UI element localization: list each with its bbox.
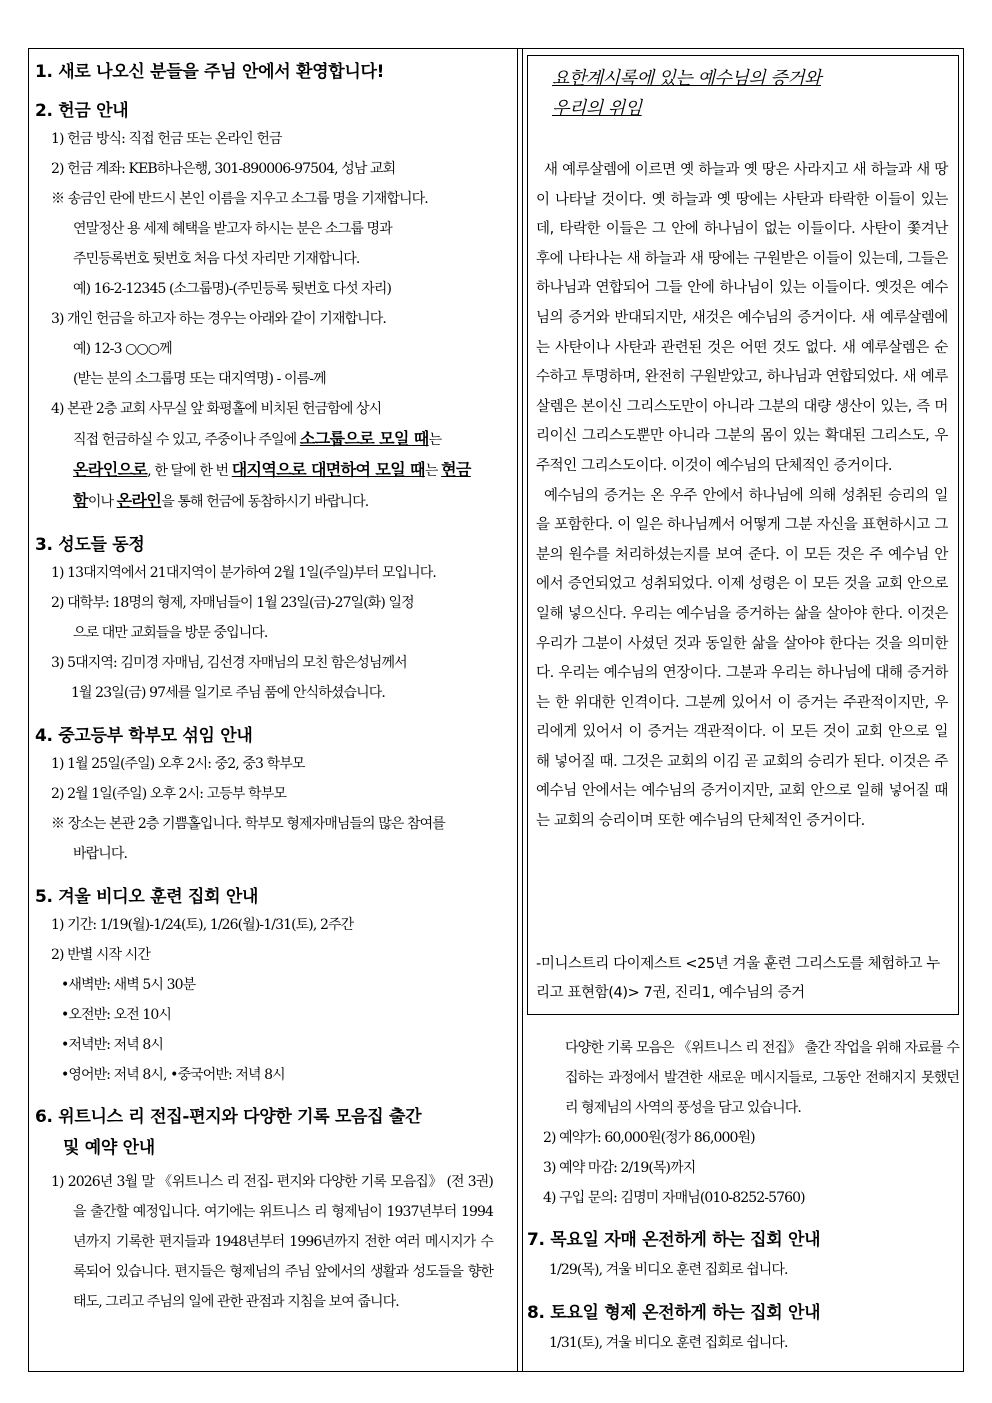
personal-offering-example: 예) 12-3 ○○○께 <box>73 341 172 357</box>
training-time: •새벽반: 새벽 5시 30분 <box>61 977 196 993</box>
bulletin-page <box>28 48 964 1372</box>
training-time: •저녁반: 저녁 8시 <box>61 1037 164 1053</box>
training-period: 1) 기간: 1/19(월)-1/24(토), 1/26(월)-1/31(토), 2주간 <box>51 917 354 933</box>
column-divider <box>522 49 523 1371</box>
offering-example: 예) 16-2-12345 (소그룹명)-(주민등록 뒷번호 다섯 자리) <box>73 281 392 297</box>
news-item-line: 1월 23일(금) 97세를 일기로 주님 품에 안식하셨습니다. <box>71 685 385 701</box>
reservation-price: 2) 예약가: 60,000원(정가 86,000원) <box>543 1130 755 1146</box>
parent-meeting: 1) 1월 25일(주일) 오후 2시: 중2, 중3 학부모 <box>51 756 305 772</box>
purchase-contact: 4) 구입 문의: 김명미 자매님(010-8252-5760) <box>543 1190 805 1206</box>
training-times-label: 2) 반별 시작 시간 <box>51 947 150 963</box>
parent-meeting: 2) 2월 1일(주일) 오후 2시: 고등부 학부모 <box>51 786 286 802</box>
training-time: •오전반: 오전 10시 <box>61 1007 172 1023</box>
offering-method: 1) 헌금 방식: 직접 헌금 또는 온라인 헌금 <box>51 131 282 147</box>
collected-works-description-cont: 다양한 기록 모음은 《위트니스 리 전집》 출간 작업을 위해 자료를 수집하는 과정에서 발견한 새로운 메시지들로, 그동안 전해지지 못했던 리 형제님의 사역의 풍성을 담고 있습니다. <box>565 1040 959 1116</box>
offering-note-line: 주민등록번호 뒷번호 처음 다섯 자리만 기재합니다. <box>73 251 360 267</box>
section-6-heading-line: 및 예약 안내 <box>63 1138 155 1158</box>
offering-account: 2) 헌금 계좌: KEB하나은행, 301-890006-97504, 성남 교회 <box>51 161 396 177</box>
section-2-heading: 2. 헌금 안내 <box>35 101 129 121</box>
news-item: 3) 5대지역: 김미경 자매님, 김선경 자매님의 모친 함은성님께서 <box>51 655 407 671</box>
message-box <box>527 55 959 1015</box>
section-4-heading: 4. 중고등부 학부모 섞임 안내 <box>35 726 253 746</box>
training-time: •영어반: 저녁 8시, •중국어반: 저녁 8시 <box>61 1067 285 1083</box>
message-paragraph: 새 예루살렘에 이르면 옛 하늘과 옛 땅은 사라지고 새 하늘과 새 땅이 나타날 것이다. 옛 하늘과 옛 땅에는 사탄과 타락한 이들이 있는데, 타락한 이들은 그 안에 하나님이 없는 이들이다. 사탄이 쫓겨난 후에 나타나는 새 하늘과 새 땅에는 구원받은 이들이 있는데, 그들은 하나님과 연합되어 그들 안에 하나님이 있는 이들이다. 옛것은 예수님의 증거와 반대되지만, 새것은 예수님의 증거이다. 새 예루살렘에는 사탄이나 사탄과 관련된 것은 어떤 것도 없다. 새 예루살렘은 순수하고 투명하며, 완전히 구원받았고, 하나님과 연합되었다. 새 예루살렘은 본이신 그리스도만이 아니라 그분의 대량 생산이 있는, 즉 머리이신 그리스도뿐만 아니라 그분의 몸이 있는 확대된 그리스도, 우주적인 그리스도이다. 이것이 예수님의 단체적인 증거이다. <box>536 162 948 474</box>
news-item-line: 으로 대만 교회들을 방문 중입니다. <box>73 625 268 641</box>
message-paragraph: 예수님의 증거는 온 우주 안에서 하나님에 의해 성취된 승리의 일을 포함한다. 이 일은 하나님께서 어떻게 그분 자신을 표현하시고 그분의 원수를 처리하셨는지를 보여 준다. 이 모든 것은 주 예수님 안에서 증언되었고 성취되었다. 이제 성령은 이 모든 것을 교회 안으로 일해 넣으신다. 우리는 예수님을 증거하는 삶을 살아야 한다. 이것은 우리가 그분이 사셨던 것과 동일한 삶을 살아야 한다는 것을 의미한다. 우리는 예수님의 연장이다. 그분과 우리는 하나님에 대해 증거하는 한 위대한 인격이다. 그분께 있어서 이 증거는 주관적이지만, 우리에게 있어서 이 증거는 객관적이다. 이 모든 것이 교회 안으로 일해 넣어질 때. 그것은 교회의 이김 곧 교회의 승리가 된다. 이것은 주 예수님 안에서는 예수님의 증거이지만, 교회 안으로 일해 넣어질 때는 교회의 승리이며 또한 예수님의 단체적인 증거이다. <box>536 487 948 830</box>
column-divider <box>517 49 518 1371</box>
news-item: 1) 13대지역에서 21대지역이 분가하여 2월 1일(주일)부터 모입니다. <box>51 565 436 581</box>
left-column <box>35 55 511 1317</box>
reservation-deadline: 3) 예약 마감: 2/19(목)까지 <box>543 1160 696 1176</box>
offering-box-note-line: 함이나 온라인을 통해 헌금에 동참하시기 바랍니다. <box>73 491 369 510</box>
sisters-meeting-note: 1/29(목), 겨울 비디오 훈련 집회로 쉽니다. <box>549 1262 788 1278</box>
section-6-heading: 6. 위트니스 리 전집-편지와 다양한 기록 모음집 출간 <box>35 1107 422 1127</box>
offering-note-line: 연말정산 용 세제 혜택을 받고자 하시는 분은 소그룹 명과 <box>73 221 392 237</box>
personal-offering-format: (받는 분의 소그룹명 또는 대지역명) - 이름-께 <box>73 371 326 387</box>
right-column-announcements <box>527 1033 959 1358</box>
parent-meeting-note: ※ 장소는 본관 2층 기쁨홀입니다. 학부모 형제자매님들의 많은 참여를 <box>51 816 445 832</box>
offering-box-note-line: 직접 헌금하실 수 있고, 주중이나 주일에 소그룹으로 모일 때는 <box>73 429 442 448</box>
message-source: -미니스트리 다이제스트 <25년 겨울 훈련 그리스도를 체험하고 누리고 표현함(4)> 7권, 진리1, 예수님의 증거 <box>536 956 940 1001</box>
offering-box-note: 4) 본관 2층 교회 사무실 앞 화평홀에 비치된 헌금함에 상시 <box>51 401 382 417</box>
message-body <box>536 156 948 837</box>
message-title: 요한계시록에 있는 예수님의 증거와 우리의 위임 <box>552 68 821 119</box>
offering-note: ※ 송금인 란에 반드시 본인 이름을 지우고 소그룹 명을 기재합니다. <box>51 191 428 207</box>
offering-box-note-line: 온라인으로, 한 달에 한 번 대지역으로 대면하여 모일 때는 현금 <box>73 460 471 479</box>
personal-offering: 3) 개인 헌금을 하고자 하는 경우는 아래와 같이 기재합니다. <box>51 311 386 327</box>
news-item: 2) 대학부: 18명의 형제, 자매님들이 1월 23일(금)-27일(화) 일정 <box>51 595 414 611</box>
section-8-heading: 8. 토요일 형제 온전하게 하는 집회 안내 <box>527 1303 821 1323</box>
collected-works-description: 1) 2026년 3월 말 《위트니스 리 전집- 편지와 다양한 기록 모음집》 (전 3권)을 출간할 예정입니다. 여기에는 위트니스 리 형제님이 1937년부터 1994년까지 기록한 편지들과 1948년부터 1996년까지 전한 여러 메시지가 수록되어 있습니다. 편지들은 형제님의 주님 앞에서의 생활과 성도들을 향한 태도, 그리고 주님의 일에 관한 관점과 지침을 보여 줍니다. <box>51 1174 493 1310</box>
parent-meeting-note-line: 바랍니다. <box>73 846 128 862</box>
brothers-meeting-note: 1/31(토), 겨울 비디오 훈련 집회로 쉽니다. <box>549 1335 788 1351</box>
section-3-heading: 3. 성도들 동정 <box>35 535 145 555</box>
section-5-heading: 5. 겨울 비디오 훈련 집회 안내 <box>35 887 259 907</box>
section-1-heading: 1. 새로 나오신 분들을 주님 안에서 환영합니다! <box>35 62 385 82</box>
section-7-heading: 7. 목요일 자매 온전하게 하는 집회 안내 <box>527 1230 821 1250</box>
